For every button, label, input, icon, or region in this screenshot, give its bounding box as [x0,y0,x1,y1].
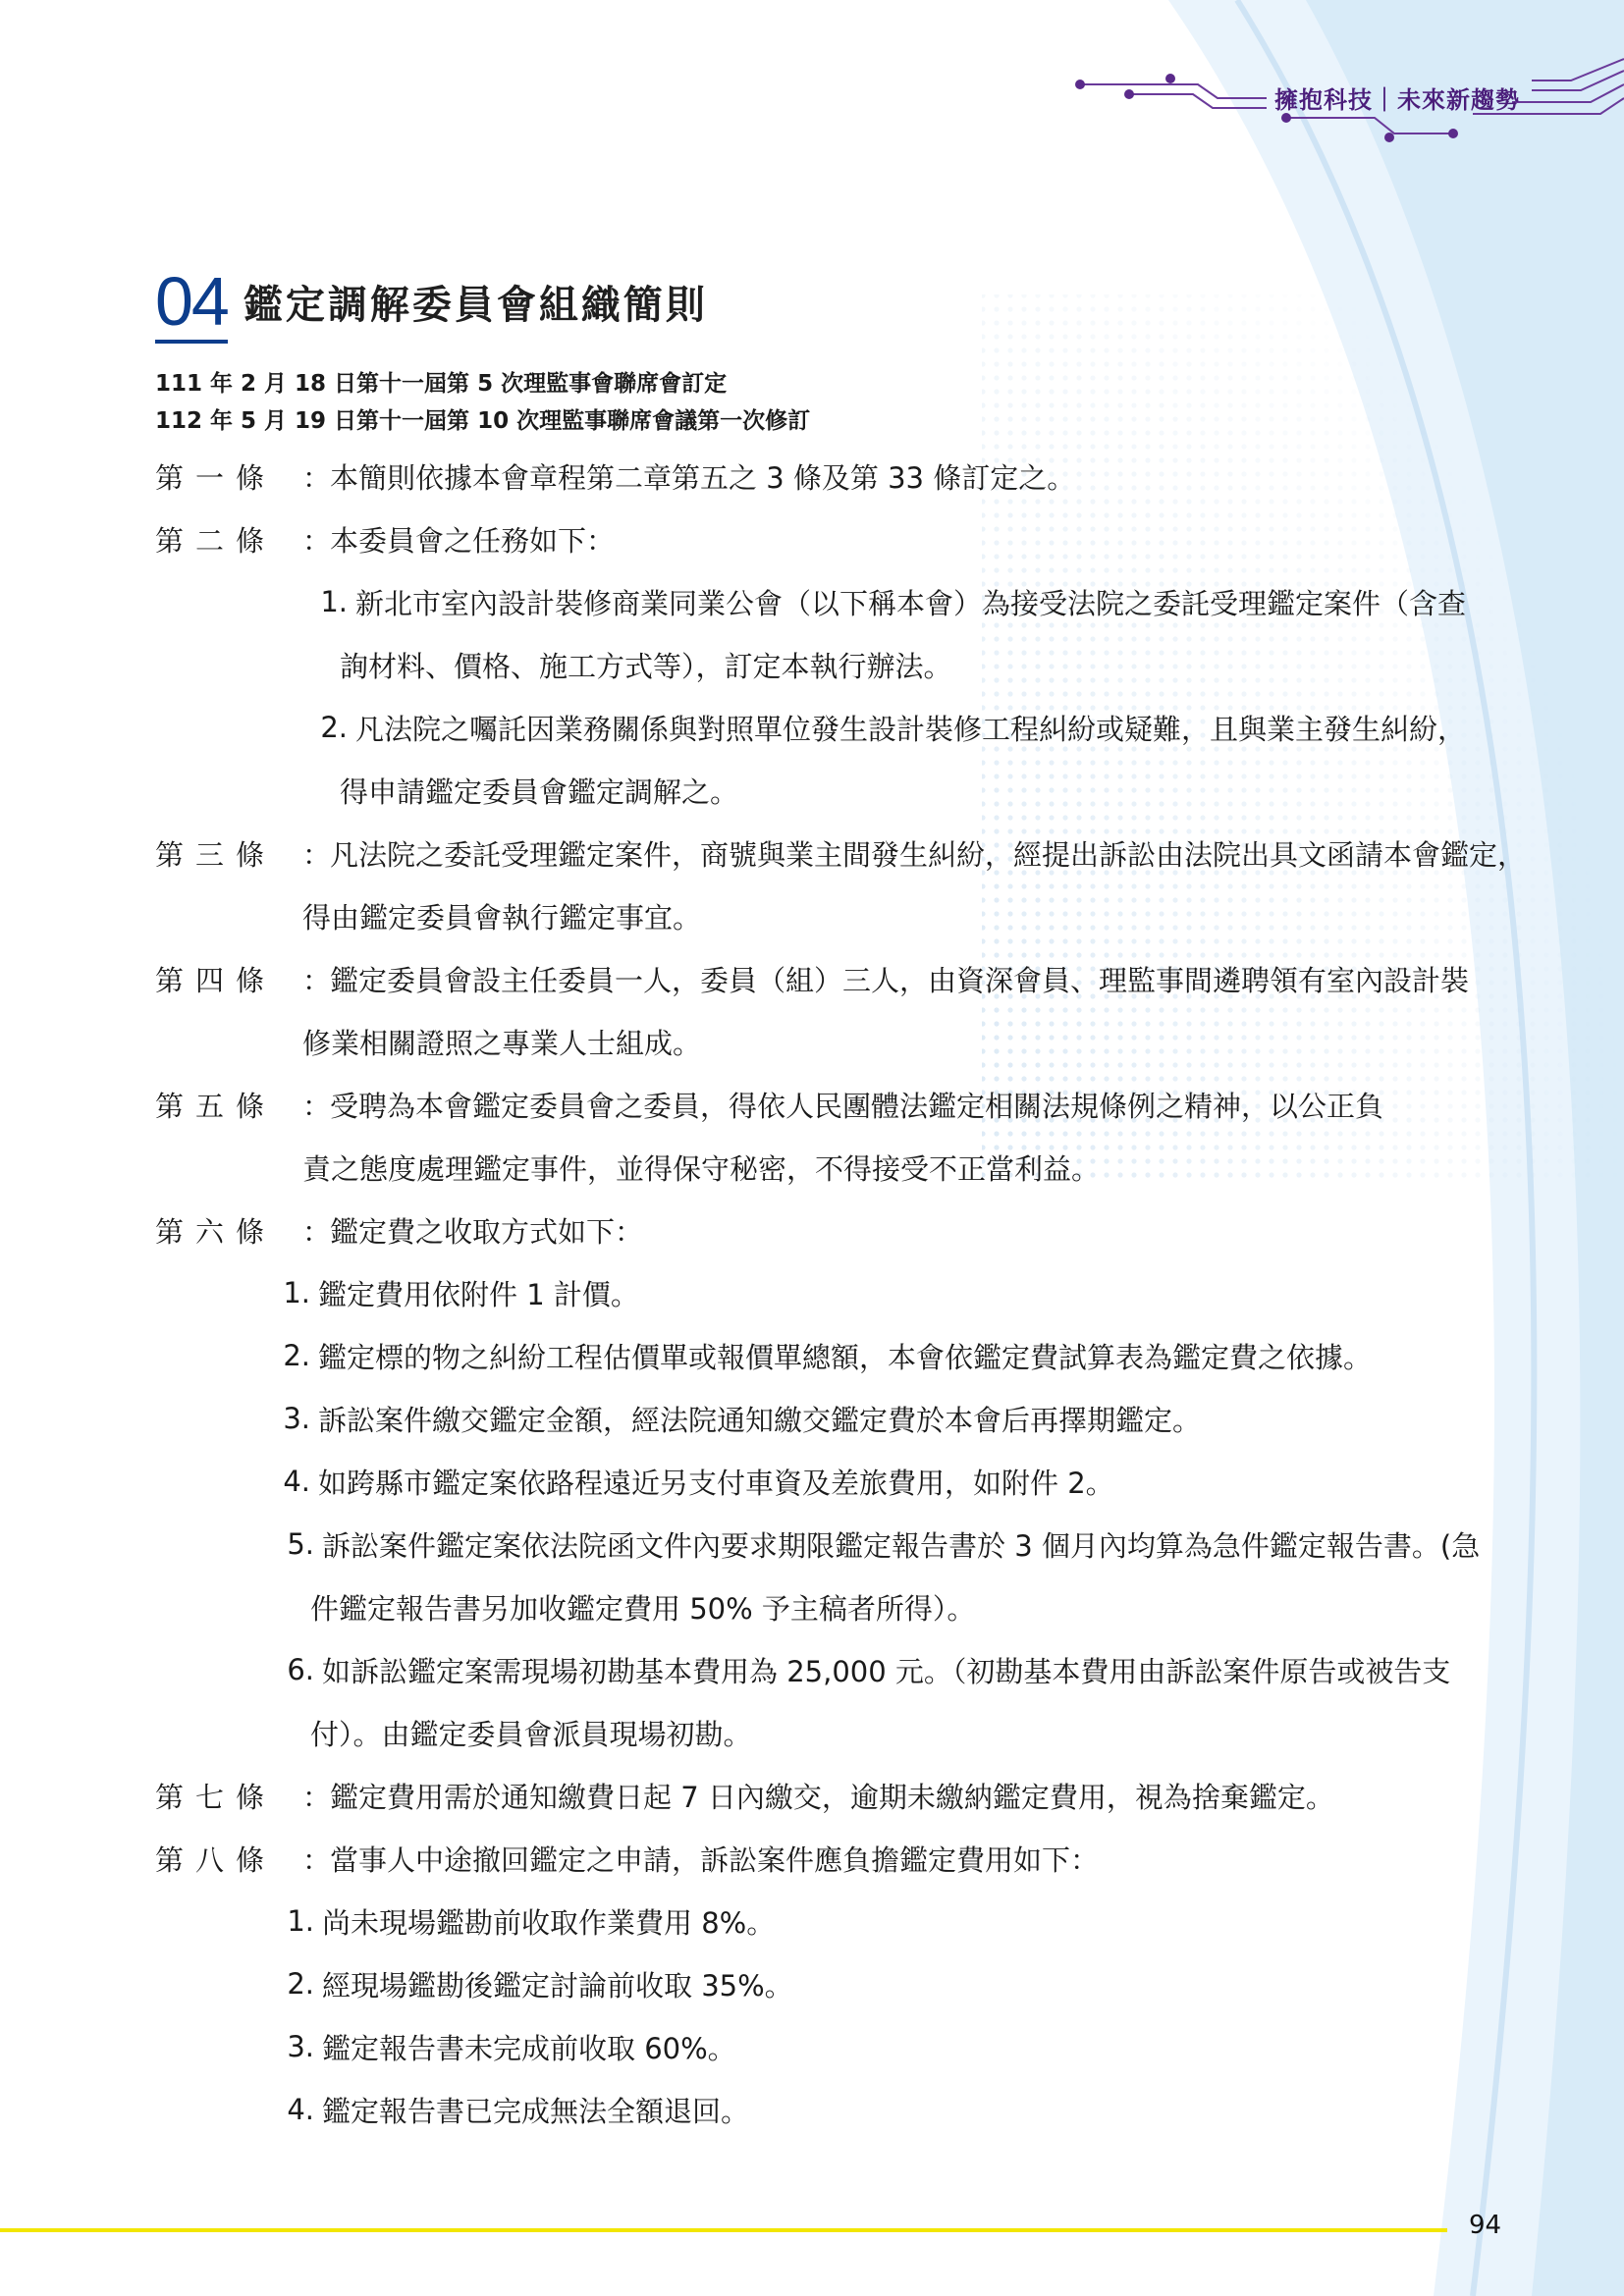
section-title [155,263,708,344]
article-label: 第七條 [155,1780,277,1814]
meta-line-amended: 112 年 5 月 19 日第十一屆第 10 次理監事聯席會議第一次修訂 [155,408,811,434]
list-item-number: 2. [283,1339,310,1372]
list-item-number: 1. [287,1904,314,1938]
article-colon: ： [302,1089,332,1123]
list-item-number: 2. [287,1967,314,2001]
list-item-text: 訴訟案件繳交鑑定金額，經法院通知繳交鑑定費於本會后再擇期鑑定。 [318,1403,1202,1437]
article-text: 本委員會之任務如下： [330,523,616,558]
list-item-number: 6. [287,1653,314,1686]
list-item-continuation: 詢材料、價格、施工方式等），訂定本執行辦法。 [340,649,952,683]
article-colon: ： [302,837,332,872]
list-item [155,1952,1510,2015]
article-label: 第一條 [155,460,277,495]
header-tagline: 擁抱科技｜未來新趨勢 [1274,86,1520,114]
list-item-number: 2. [320,711,348,744]
list-item-number: 5. [287,1527,314,1561]
article-2 [155,507,1510,822]
section-heading: 鑑定調解委員會組織簡則 [243,283,708,328]
list-item [155,1513,1510,1575]
list-item [155,2015,1510,2078]
list-item-number: 1. [283,1276,310,1309]
article-text: 鑑定費用需於通知繳費日起 7 日內繳交，逾期未繳納鑑定費用，視為捨棄鑑定。 [330,1780,1334,1814]
list-item [155,1261,1510,1324]
article-5 [155,1073,1510,1199]
article-text: 受聘為本會鑑定委員會之委員，得依人民團體法鑑定相關法規條例之精神，以公正負 [330,1089,1384,1123]
list-item-continuation: 件鑑定報告書另加收鑑定費用 50% 予主稿者所得）。 [310,1591,976,1626]
section-number: 04 [155,267,228,344]
article-text-continuation: 責之態度處理鑑定事件，並得保守秘密，不得接受不正當利益。 [302,1151,1101,1186]
list-item-text: 如訴訟鑑定案需現場初勘基本費用為 25,000 元。（初勘基本費用由訴訟案件原告或被告支 [322,1654,1451,1688]
article-6 [155,1199,1510,1764]
article-text: 本簡則依據本會章程第二章第五之 3 條及第 33 條訂定之。 [330,460,1076,495]
list-item-number: 3. [283,1402,310,1435]
article-8 [155,1827,1510,2141]
article-text-continuation: 得由鑑定委員會執行鑑定事宜。 [302,900,702,934]
list-item-text: 如跨縣市鑑定案依路程遠近另支付車資及差旅費用，如附件 2。 [318,1466,1114,1500]
article-3 [155,822,1527,947]
page-number: 94 [1469,2211,1502,2240]
list-item-text: 鑑定報告書已完成無法全額退回。 [322,2094,750,2128]
article-label: 第二條 [155,523,277,558]
list-item [155,1450,1510,1513]
article-label: 第三條 [155,837,277,872]
list-item-continuation: 得申請鑑定委員會鑑定調解之。 [340,774,739,809]
list-item-text: 新北市室內設計裝修商業同業公會（以下稱本會）為接受法院之委託受理鑑定案件（含查 [355,586,1467,620]
list-item [155,1324,1510,1387]
article-text-continuation: 修業相關證照之專業人士組成。 [302,1026,702,1060]
list-item-number: 1. [320,585,348,618]
footer-rule [0,2228,1447,2232]
list-item-text: 尚未現場鑑勘前收取作業費用 8%。 [322,1905,776,1940]
list-item-text: 訴訟案件鑑定案依法院函文件內要求期限鑑定報告書於 3 個月內均算為急件鑑定報告書。(急 [322,1528,1481,1563]
article-colon: ： [302,963,332,997]
article-colon: ： [302,460,332,495]
article-label: 第六條 [155,1214,277,1249]
article-label: 第五條 [155,1089,277,1123]
article-text: 凡法院之委託受理鑑定案件，商號與業主間發生糾紛，經提出訴訟由法院出具文函請本會鑑定， [330,837,1527,872]
meta-line-established: 111 年 2 月 18 日第十一屆第 5 次理監事會聯席會訂定 [155,371,728,397]
article-colon: ： [302,1842,332,1877]
list-item-text: 鑑定報告書未完成前收取 60%。 [322,2031,736,2065]
list-item-number: 3. [287,2030,314,2063]
list-item-number: 4. [287,2093,314,2126]
article-1 [155,445,1510,507]
article-text: 當事人中途撤回鑑定之申請，訴訟案件應負擔鑑定費用如下： [330,1842,1100,1877]
article-4 [155,947,1510,1073]
list-item [155,1890,1510,1952]
article-colon: ： [302,1214,332,1249]
list-item-text: 經現場鑑勘後鑑定討論前收取 35%。 [322,1968,793,2002]
list-item [155,1638,1510,1701]
list-item-continuation: 付）。由鑑定委員會派員現場初勘。 [310,1717,752,1751]
article-text: 鑑定費之收取方式如下： [330,1214,644,1249]
list-item-text: 鑑定標的物之糾紛工程估價單或報價單總額，本會依鑑定費試算表為鑑定費之依據。 [318,1340,1373,1374]
article-colon: ： [302,523,332,558]
article-7 [155,1764,1510,1827]
list-item [155,2078,1510,2141]
article-label: 第八條 [155,1842,277,1877]
list-item [155,696,1510,759]
list-item [155,1387,1510,1450]
article-text: 鑑定委員會設主任委員一人，委員（組）三人，由資深會員、理監事間遴聘領有室內設計裝 [330,963,1470,997]
article-label: 第四條 [155,963,277,997]
article-colon: ： [302,1780,332,1814]
list-item-text: 凡法院之囑託因業務關係與對照單位發生設計裝修工程糾紛或疑難，且與業主發生糾紛， [355,712,1467,746]
list-item-text: 鑑定費用依附件 1 計價。 [318,1277,639,1311]
list-item [155,570,1510,633]
list-item-number: 4. [283,1465,310,1498]
